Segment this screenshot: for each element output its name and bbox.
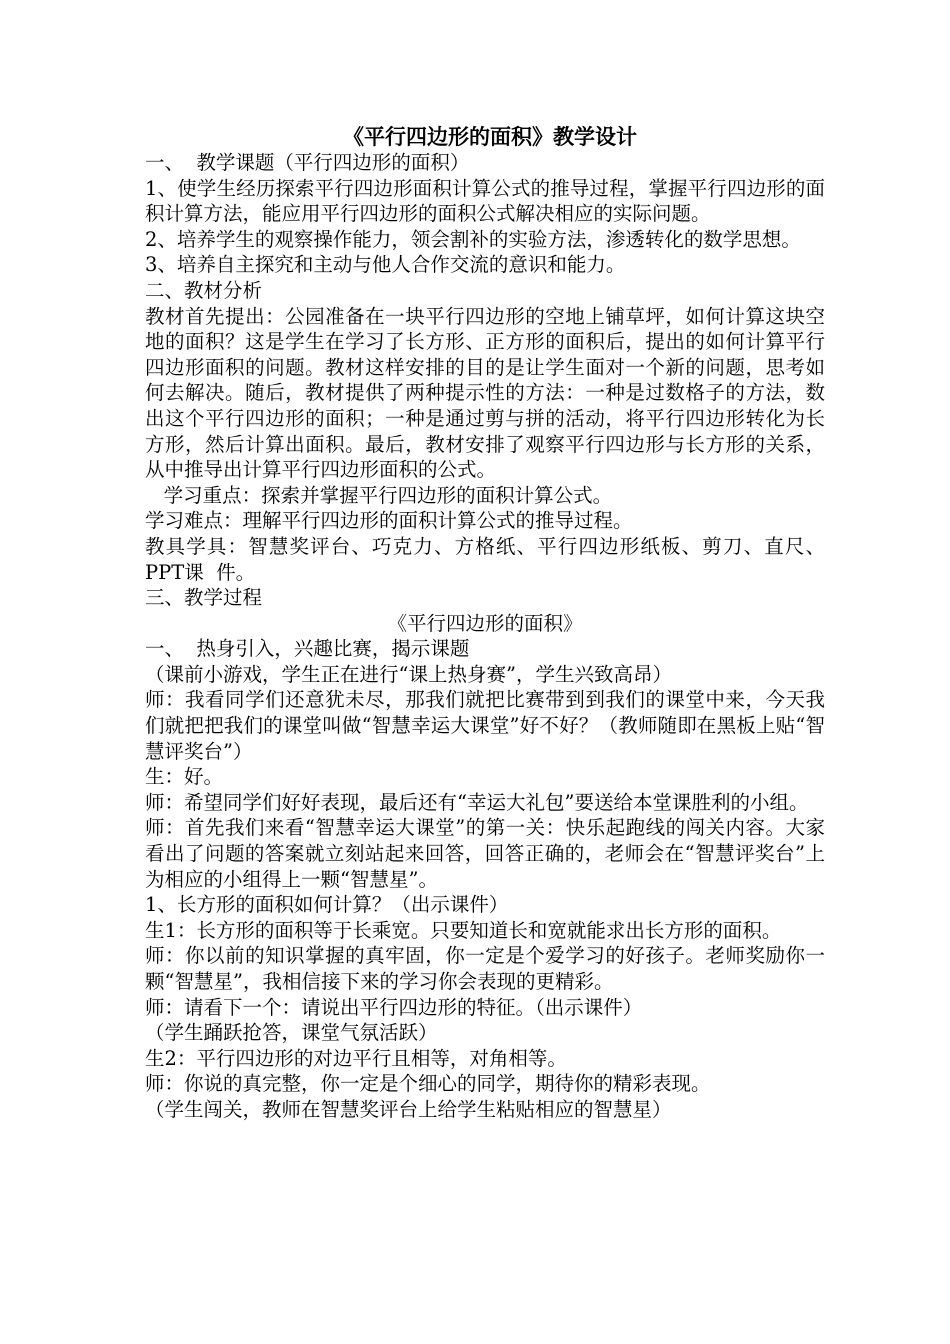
goal-2: 2、培养学生的观察操作能力，领会割补的实验方法，渗透转化的数学思想。	[145, 227, 801, 251]
question-1: 1、长方形的面积如何计算？（出示课件）	[145, 893, 509, 917]
difficult-point: 学习难点：理解平行四边形的面积计算公式的推导过程。	[145, 509, 633, 533]
material-analysis: 教材首先提出：公园准备在一块平行四边形的空地上铺草坪，如何计算这块空地的面积？这是学生在学习了长方形、正方形的面积后，提出的如何计算平行四边形面积的问题。教材这样安排的目的是让学生面对一个新的问题，思考如何去解决。随后，教材提供了两种提示性的方法：一种是过数格子的方法，数出这个平行四边形的面积；一种是通过剪与拼的活动，将平行四边形转化为长方形，然后计算出面积。最后，教材安排了观察平行四边形与长方形的关系，从中推导出计算平行四边形面积的公式。	[145, 304, 825, 482]
teaching-aids: 教具学具：智慧奖评台、巧克力、方格纸、平行四边形纸板、剪刀、直尺、PPT课 件。	[145, 534, 825, 584]
teacher-line-6: 师：你说的真完整，你一定是个细心的同学，期待你的精彩表现。	[145, 1072, 711, 1096]
goal-1: 1、使学生经历探索平行四边形面积计算公式的推导过程，掌握平行四边形的面积计算方法，能应用平行四边形的面积公式解决相应的实际问题。	[145, 176, 825, 226]
teacher-line-5: 师：请看下一个：请说出平行四边形的特征。（出示课件）	[145, 995, 643, 1019]
section-heading-process: 三、教学过程	[145, 586, 263, 610]
section-heading-material: 二、教材分析	[145, 278, 263, 302]
step-heading-warmup: 一、 热身引入，兴趣比赛，揭示课题	[145, 637, 470, 661]
student-answer-2: 生2：平行四边形的对边平行且相等，对角相等。	[145, 1046, 567, 1070]
lesson-subtitle: 《平行四边形的面积》	[387, 611, 583, 635]
section-heading-topic: 一、 教学课题（平行四边形的面积）	[145, 151, 470, 174]
stage-note-1: （课前小游戏，学生正在进行“课上热身赛”，学生兴致高昂）	[145, 662, 672, 686]
stage-note-3: （学生闯关，教师在智慧奖评台上给学生粘贴相应的智慧星）	[145, 1097, 672, 1121]
key-point: 学习重点：探索并掌握平行四边形的面积计算公式。	[145, 483, 613, 507]
stage-note-2: （学生踊跃抢答，课堂气氛活跃）	[145, 1021, 438, 1045]
document-title: 《平行四边形的面积》教学设计	[343, 124, 637, 149]
goal-3: 3、培养自主探究和主动与他人合作交流的意识和能力。	[145, 253, 626, 277]
student-answer-1: 生1：长方形的面积等于长乘宽。只要知道长和宽就能求出长方形的面积。	[145, 918, 782, 942]
teacher-line-2: 师：希望同学们好好表现，最后还有“幸运大礼包”要送给本堂课胜利的小组。	[145, 790, 809, 814]
teacher-line-4: 师：你以前的知识掌握的真牢固，你一定是个爱学习的好孩子。老师奖励你一颗“智慧星”，我相信接下来的学习你会表现的更精彩。	[145, 944, 825, 993]
teacher-line-3: 师：首先我们来看“智慧幸运大课堂”的第一关：快乐起跑线的闯关内容。大家看出了问题的答案就立刻站起来回答，回答正确的，老师会在“智慧评奖台”上为相应的小组得上一颗“智慧星”。	[145, 816, 825, 891]
student-line-1: 生：好。	[145, 765, 224, 789]
teacher-line-1: 师：我看同学们还意犹未尽，那我们就把比赛带到到我们的课堂中来，今天我们就把把我们的课堂叫做“智慧幸运大课堂”好不好？（教师随即在黑板上贴“智慧评奖台”）	[145, 688, 825, 763]
document-page	[145, 124, 825, 1123]
